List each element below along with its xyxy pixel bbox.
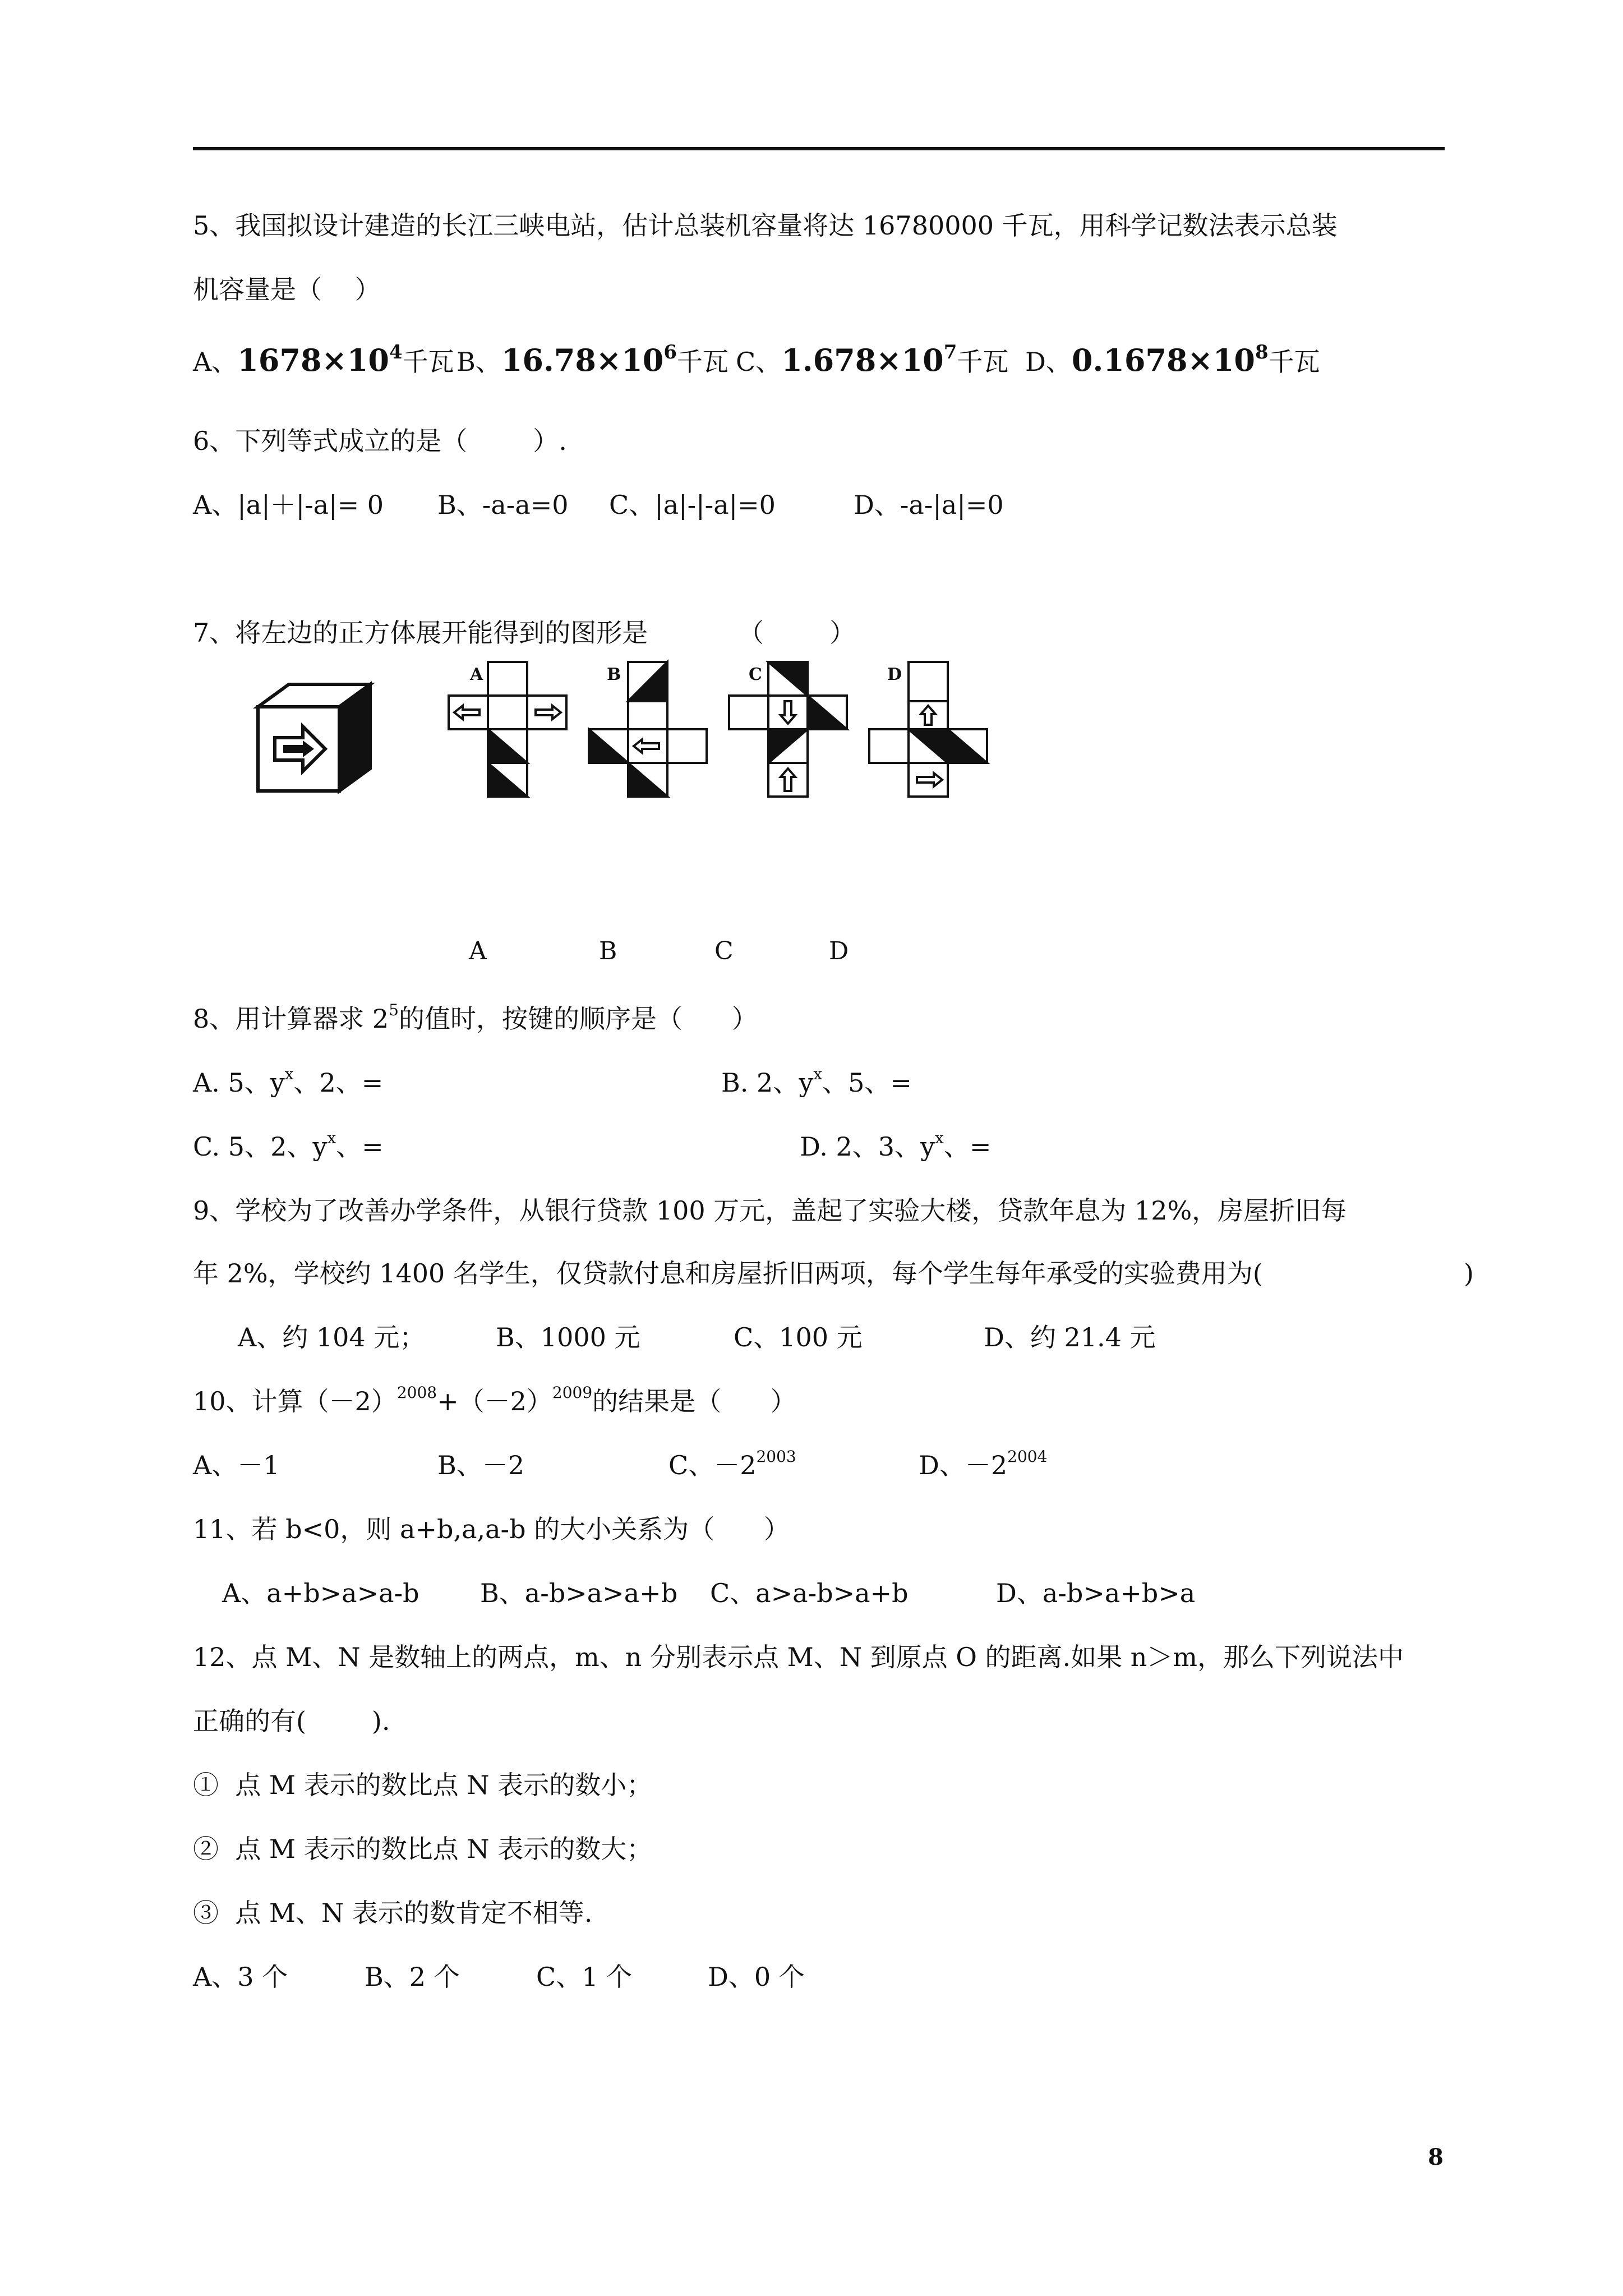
q6-option-d: D、-a-|a|=0 [854,490,1004,520]
q12-option-c: C、1 个 [536,1962,633,1992]
q7-stem: 7、将左边的正方体展开能得到的图形是 （ ） [193,618,856,648]
q6-option-a: A、|a|＋|-a|= 0 [193,490,384,520]
q12-stem-line2: 正确的有( ). [193,1706,390,1736]
q8-option-d: D. 2、3、$y^x$、= [800,1128,992,1162]
q8-option-b: B. 2、$y^x$、5、= [721,1064,912,1098]
q9-option-b: B、1000 元 [496,1322,640,1352]
q9-option-a: A、约 104 元； [238,1322,426,1352]
q10-option-d: D、$-2^{2004}$ [919,1447,1048,1480]
svg-text:D: D [887,665,902,684]
q10-option-a: A、－1 [193,1450,280,1480]
net-c [729,662,847,797]
q9-stem-line1: 9、学校为了改善办学条件，从银行贷款 100 万元，盖起了实验大楼，贷款年息为 12%，房屋折旧每 [193,1195,1347,1226]
svg-text:C: C [749,665,762,684]
q12-item-3: ③ 点 M、N 表示的数肯定不相等. [193,1898,593,1928]
q8-option-a: A. 5、$y^x$、2、= [193,1064,384,1098]
q5-option-c: C、$1.678\times 10^7$千瓦 [736,341,1009,378]
q5-option-a: A、$1678\times 10^4$千瓦 [193,341,454,378]
q11-stem: 11、若 b<0，则 a+b,a,a-b 的大小关系为（ ） [193,1514,790,1544]
q8-stem: 8、用计算器求 $2^5$的值时，按键的顺序是（ ） [193,1000,758,1034]
svg-text:B: B [607,665,621,684]
header-rule [193,147,1445,150]
q5-stem-line2: 机容量是（ ） [193,274,381,305]
net-b [589,662,707,797]
q11-option-c: C、a>a-b>a+b [710,1578,909,1608]
page-number: 8 [1428,2144,1444,2170]
q7-figures [241,656,1026,825]
q9-stem-line2: 年 2%，学校约 1400 名学生，仅贷款付息和房屋折旧两项，每个学生每年承受的实验费用为( [193,1258,1263,1289]
q7-label-b: B [599,937,617,965]
net-a [449,662,566,797]
q12-option-d: D、0 个 [708,1962,805,1992]
q5-option-d: D、$0.1678\times 10^8$千瓦 [1025,341,1320,378]
q11-option-a: A、a+b>a>a-b [222,1578,419,1608]
net-d [869,662,987,797]
q10-option-b: B、－2 [437,1450,525,1480]
q6-stem: 6、下列等式成立的是（ ）. [193,426,567,456]
q5-option-b: B、$16.78\times 10^6$千瓦 [457,341,728,378]
q12-option-a: A、3 个 [193,1962,288,1992]
q7-label-c: C [714,937,734,965]
q9-option-d: D、约 21.4 元 [984,1322,1156,1352]
cube-figure [258,684,370,791]
q10-option-c: C、$-2^{2003}$ [668,1447,796,1480]
q12-option-b: B、2 个 [365,1962,460,1992]
q6-option-b: B、-a-a=0 [437,490,569,520]
q8-option-c: C. 5、2、$y^x$、= [193,1128,384,1162]
q10-stem: 10、计算$(-2)^{2008}+(-2)^{2009}$的结果是（ ） [193,1383,796,1416]
q7-label-a: A [469,937,487,965]
q6-option-c: C、|a|-|-a|=0 [609,490,776,520]
q9-option-c: C、100 元 [734,1322,863,1352]
q11-option-d: D、a-b>a+b>a [996,1578,1196,1608]
svg-text:A: A [470,665,483,684]
q9-stem-close: ) [1464,1258,1474,1289]
q12-item-2: ② 点 M 表示的数比点 N 表示的数大； [193,1834,653,1864]
q7-label-d: D [829,937,849,965]
q5-stem-line1: 5、我国拟设计建造的长江三峡电站，估计总装机容量将达 16780000 千瓦，用科学记数法表示总装 [193,210,1338,241]
q11-option-b: B、a-b>a>a+b [480,1578,678,1608]
q12-item-1: ① 点 M 表示的数比点 N 表示的数小； [193,1770,653,1800]
q12-stem-line1: 12、点 M、N 是数轴上的两点，m、n 分别表示点 M、N 到原点 O 的距离.如果 n＞m，那么下列说法中 [193,1642,1404,1672]
